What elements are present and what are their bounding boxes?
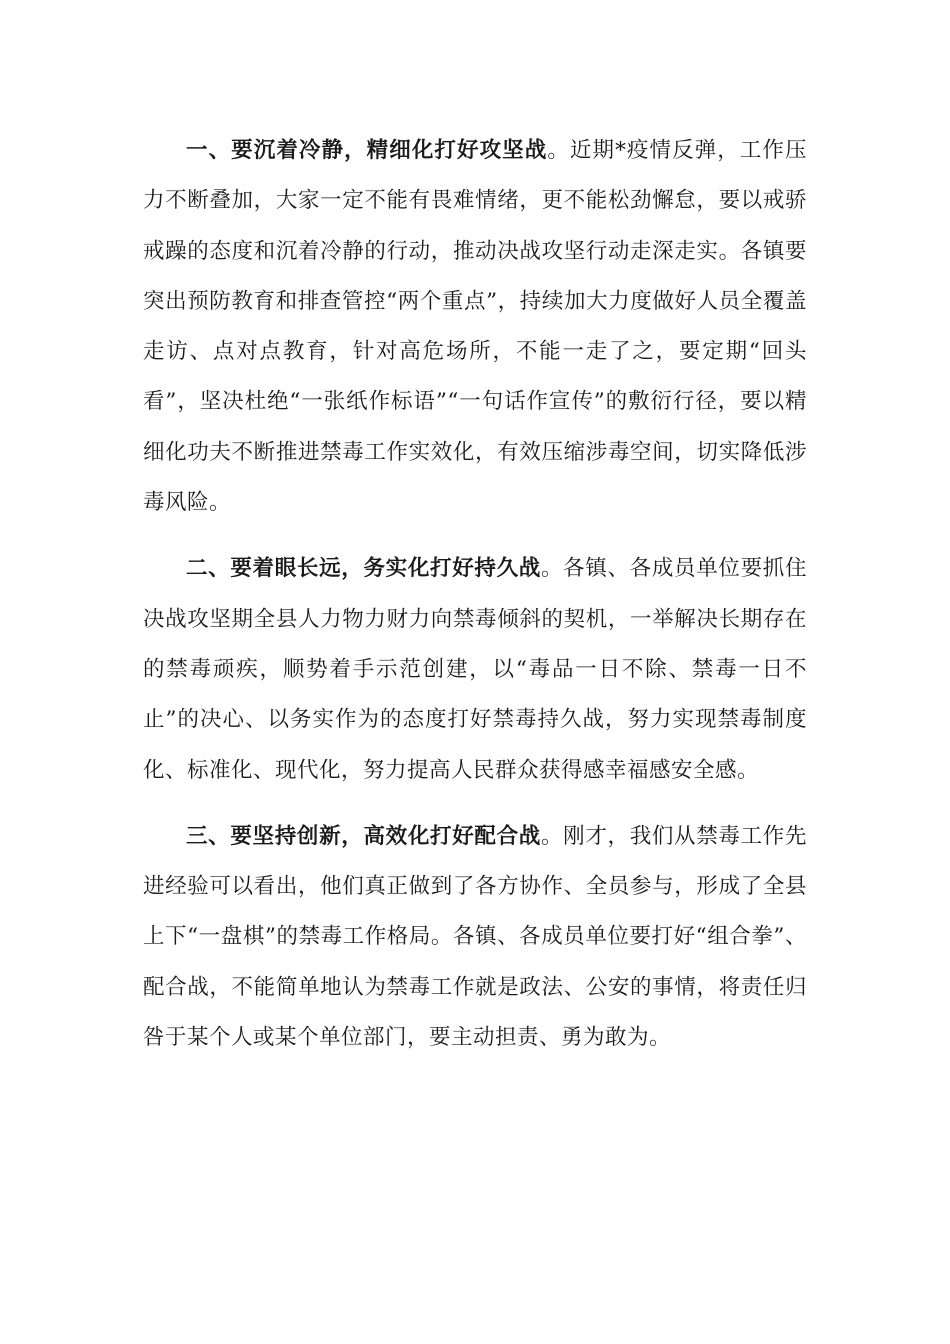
document-page: [143, 126, 807, 1079]
paragraph-1: [143, 126, 807, 528]
paragraph-3: [143, 812, 807, 1063]
paragraph-3-heading: 三、要坚持创新，高效化打好配合战: [186, 823, 541, 849]
paragraph-2: [143, 544, 807, 795]
paragraph-2-heading: 二、要着眼长远，务实化打好持久战: [186, 556, 541, 582]
paragraph-1-heading: 一、要沉着冷静，精细化打好攻坚战: [186, 138, 548, 163]
paragraph-3-body: 。刚才，我们从禁毒工作先进经验可以看出，他们真正做到了各方协作、全员参与，形成了全县上下“一盘棋”的禁毒工作格局。各镇、各成员单位要打好“组合拳”、配合战，不能简单地认为禁毒工作就是政法、公安的事情，将责任归咎于某个人或某个单位部门，要主动担责、勇为敢为。: [143, 823, 807, 1051]
paragraph-1-body: 。近期*疫情反弹，工作压力不断叠加，大家一定不能有畏难情绪，更不能松劲懈怠，要以戒骄戒躁的态度和沉着冷静的行动，推动决战攻坚行动走深走实。各镇要突出预防教育和排查管控“两个重点”，持续加大力度做好人员全覆盖走访、点对点教育，针对高危场所，不能一走了之，要定期“回头看”，坚决杜绝“一张纸作标语”“一句话作宣传”的敷衍行径，要以精细化功夫不断推进禁毒工作实效化，有效压缩涉毒空间，切实降低涉毒风险。: [143, 138, 807, 516]
paragraph-2-body: 。各镇、各成员单位要抓住决战攻坚期全县人力物力财力向禁毒倾斜的契机，一举解决长期存在的禁毒顽疾，顺势着手示范创建，以“毒品一日不除、禁毒一日不止”的决心、以务实作为的态度打好禁毒持久战，努力实现禁毒制度化、标准化、现代化，努力提高人民群众获得感幸福感安全感。: [143, 556, 807, 783]
